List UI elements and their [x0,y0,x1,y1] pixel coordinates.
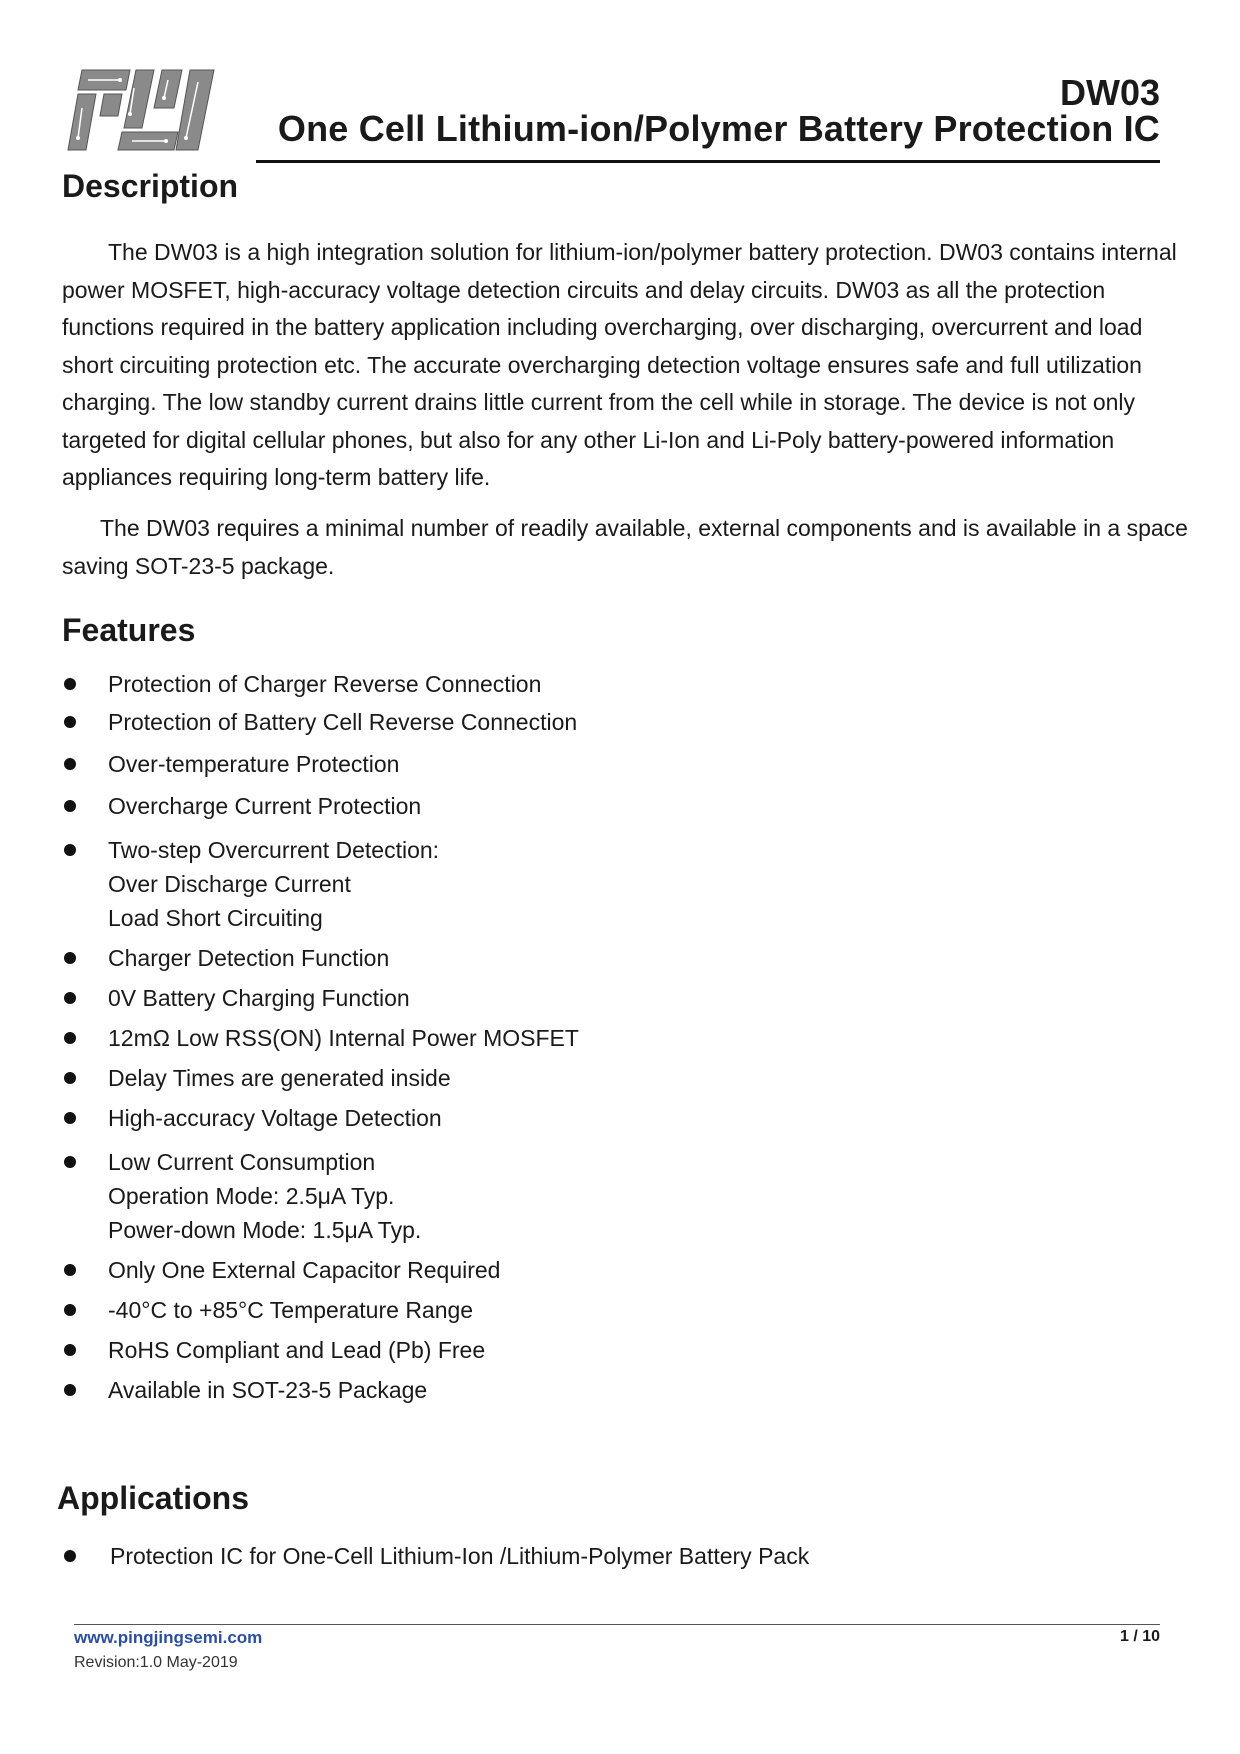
feature-text: RoHS Compliant and Lead (Pb) Free [108,1337,486,1363]
document-title: One Cell Lithium-ion/Polymer Battery Protection IC [277,108,1160,149]
feature-text: Available in SOT-23-5 Package [108,1377,428,1403]
feature-text: 12mΩ Low RSS(ON) Internal Power MOSFET [108,1025,579,1051]
feature-text: Protection of Battery Cell Reverse Connection [108,709,578,735]
revision-info: Revision:1.0 May-2019 [74,1654,238,1671]
feature-text: Charger Detection Function [108,945,390,971]
page-number: 1 / 10 [1119,1628,1160,1645]
header-divider [256,160,1160,163]
list-item [62,667,579,701]
list-item: Protection IC for One-Cell Lithium-Ion /Lithium-Polymer Battery Pack [62,1539,809,1573]
feature-subitem: Load Short Circuiting [108,905,323,931]
list-item [62,981,579,1015]
feature-text: High-accuracy Voltage Detection [108,1105,442,1131]
list-item [62,1373,579,1407]
list-item [62,1061,579,1095]
features-heading: Features [62,612,196,648]
list-item [62,833,579,935]
feature-text: 0V Battery Charging Function [108,985,410,1011]
description-paragraph-2: The DW03 requires a minimal number of readily available, external components and is available in a space saving SOT-23-5 package. [62,515,1188,579]
feature-subitem: Over Discharge Current [108,871,351,897]
feature-text: Only One External Capacitor Required [108,1257,501,1283]
applications-heading: Applications [57,1480,250,1516]
applications-list [62,1539,809,1573]
list-item [62,1293,579,1327]
feature-subitem: Power-down Mode: 1.5μA Typ. [108,1217,422,1243]
features-list [62,667,579,1407]
feature-text: Delay Times are generated inside [108,1065,451,1091]
list-item [62,1021,579,1055]
description-heading: Description [62,168,239,204]
list-item [62,705,579,739]
feature-subitem: Operation Mode: 2.5μA Typ. [108,1183,395,1209]
list-item [62,1253,579,1287]
feature-text: Two-step Overcurrent Detection: [108,837,440,863]
list-item [62,941,579,975]
list-item [62,1101,579,1135]
list-item [62,747,579,781]
company-logo [66,68,216,152]
list-item [62,1333,579,1367]
list-item [62,789,579,823]
feature-text: Low Current Consumption [108,1149,376,1175]
list-item [62,1145,579,1247]
description-paragraph-1: The DW03 is a high integration solution for lithium-ion/polymer battery protection. DW03 contains internal power MOSFET, high-accuracy voltage detection circuits and delay circuits. DW03 as all the protection functions required in the battery application including overcharging, over discharging, overcurrent and load short circuiting protection etc. The accurate overcharging detection voltage ensures safe and full utilization charging. The low standby current drains little current from the cell while in storage. The device is not only targeted for digital cellular phones, but also for any other Li-Ion and Li-Poly battery-powered information appliances requiring long-term battery life. [62,239,1177,490]
feature-text: Overcharge Current Protection [108,793,422,819]
feature-text: Over-temperature Protection [108,751,400,777]
part-number: DW03 [1059,72,1160,113]
website-link[interactable]: www.pingjingsemi.com [74,1628,263,1647]
feature-text: -40°C to +85°C Temperature Range [108,1297,474,1323]
footer-divider [74,1624,1160,1625]
feature-text: Protection of Charger Reverse Connection [108,671,542,697]
